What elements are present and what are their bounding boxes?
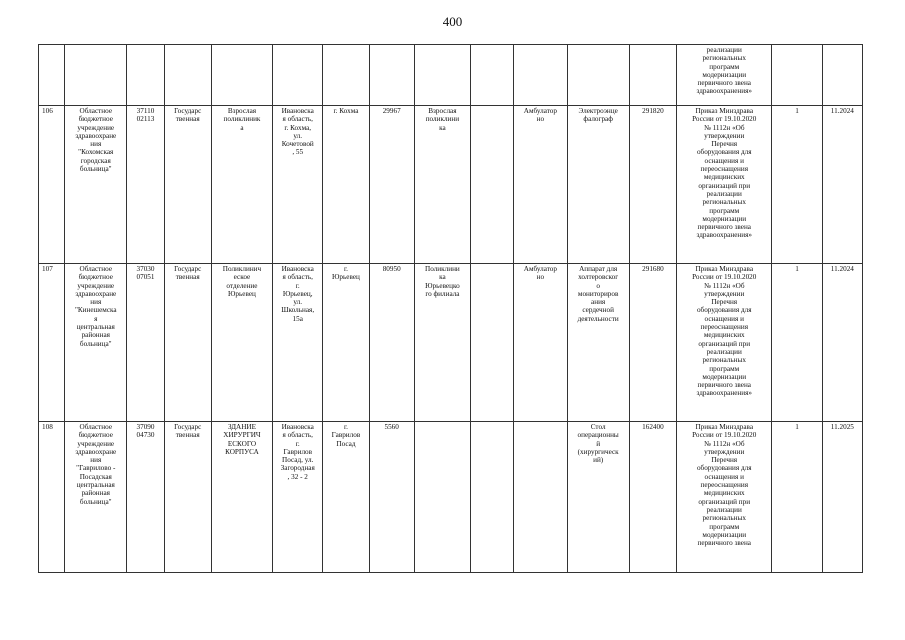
cell-price: 162400 — [629, 422, 676, 573]
cell-ownership: Государс твенная — [164, 264, 211, 422]
cell-num: 106 — [39, 106, 65, 264]
cell-address — [273, 45, 323, 106]
cell-care-type — [514, 422, 567, 573]
cell-unit: Взрослая поликлини ка — [414, 106, 470, 264]
cell-blank — [471, 45, 514, 106]
cell-quantity: 1 — [772, 264, 822, 422]
cell-locality: г. Кохма — [323, 106, 369, 264]
cell-care-type — [514, 45, 567, 106]
cell-code: 37030 07051 — [127, 264, 164, 422]
cell-address: Ивановска я область, г. Юрьевец, ул. Школьная, 15а — [273, 264, 323, 422]
page-number: 400 — [442, 14, 463, 29]
cell-blank — [471, 264, 514, 422]
cell-quantity — [772, 45, 822, 106]
cell-ownership: Государс твенная — [164, 106, 211, 264]
cell-population: 29967 — [369, 106, 414, 264]
cell-quantity: 1 — [772, 422, 822, 573]
cell-care-type: Амбулатор но — [514, 264, 567, 422]
cell-price: 291680 — [629, 264, 676, 422]
cell-unit: Поликлини ка Юрьевецко го филиала — [414, 264, 470, 422]
cell-date: 11.2025 — [822, 422, 862, 573]
cell-organization: Областное бюджетное учреждение здравоохране ния "Кинешемска я центральная районная больница" — [65, 264, 127, 422]
cell-population: 80950 — [369, 264, 414, 422]
table-row-continuation — [39, 45, 863, 106]
cell-building: ЗДАНИЕ ХИРУРГИЧ ЕСКОГО КОРПУСА — [211, 422, 272, 573]
cell-building: Взрослая поликлиник а — [211, 106, 272, 264]
cell-blank — [471, 106, 514, 264]
cell-basis: Приказ Минздрава России от 19.10.2020 № 1112н «Об утверждении Перечня оборудования для оснащения и переоснащения медицинских организаций при реализации региональных программ модернизации первичного звена — [677, 422, 772, 573]
cell-building — [211, 45, 272, 106]
cell-unit — [414, 45, 470, 106]
cell-organization: Областное бюджетное учреждение здравоохране ния "Гаврилово - Посадская центральная районная больница" — [65, 422, 127, 573]
cell-locality: г. Юрьевец — [323, 264, 369, 422]
cell-organization — [65, 45, 127, 106]
cell-price: 291820 — [629, 106, 676, 264]
table-row — [39, 422, 863, 573]
cell-num: 107 — [39, 264, 65, 422]
cell-address: Ивановска я область, г. Гаврилов Посад, ул. Загородная , 32 - 2 — [273, 422, 323, 573]
cell-date — [822, 45, 862, 106]
cell-num: 108 — [39, 422, 65, 573]
cell-blank — [471, 422, 514, 573]
cell-building: Поликлинич еское отделение Юрьевец — [211, 264, 272, 422]
table-row — [39, 264, 863, 422]
cell-num — [39, 45, 65, 106]
cell-code: 37110 02113 — [127, 106, 164, 264]
cell-organization: Областное бюджетное учреждение здравоохране ния "Кохомская городская больница" — [65, 106, 127, 264]
equipment-registry-table — [38, 44, 863, 573]
cell-equipment: Электроэнце фалограф — [567, 106, 629, 264]
cell-code — [127, 45, 164, 106]
cell-basis: Приказ Минздрава России от 19.10.2020 № 1112н «Об утверждении Перечня оборудования для оснащения и переоснащения медицинских организаций при реализации региональных программ модернизации первичного звена здравоохранения» — [677, 264, 772, 422]
cell-basis: реализации региональных программ модернизации первичного звена здравоохранения» — [677, 45, 772, 106]
cell-population: 5560 — [369, 422, 414, 573]
cell-equipment — [567, 45, 629, 106]
cell-equipment: Аппарат для холтеровског о мониториров ания сердечной деятельности — [567, 264, 629, 422]
cell-locality — [323, 45, 369, 106]
cell-price — [629, 45, 676, 106]
cell-quantity: 1 — [772, 106, 822, 264]
cell-date: 11.2024 — [822, 106, 862, 264]
cell-code: 37090 04730 — [127, 422, 164, 573]
cell-equipment: Стол операционны й (хирургическ ий) — [567, 422, 629, 573]
cell-ownership: Государс твенная — [164, 422, 211, 573]
cell-basis: Приказ Минздрава России от 19.10.2020 № 1112н «Об утверждении Перечня оборудования для оснащения и переоснащения медицинских организаций при реализации региональных программ модернизации первичного звена здравоохранения» — [677, 106, 772, 264]
cell-population — [369, 45, 414, 106]
cell-care-type: Амбулатор но — [514, 106, 567, 264]
table-row — [39, 106, 863, 264]
cell-ownership — [164, 45, 211, 106]
cell-address: Ивановска я область, г. Кохма, ул. Кочетовой , 55 — [273, 106, 323, 264]
cell-unit — [414, 422, 470, 573]
cell-locality: г. Гаврилов Посад — [323, 422, 369, 573]
cell-date: 11.2024 — [822, 264, 862, 422]
